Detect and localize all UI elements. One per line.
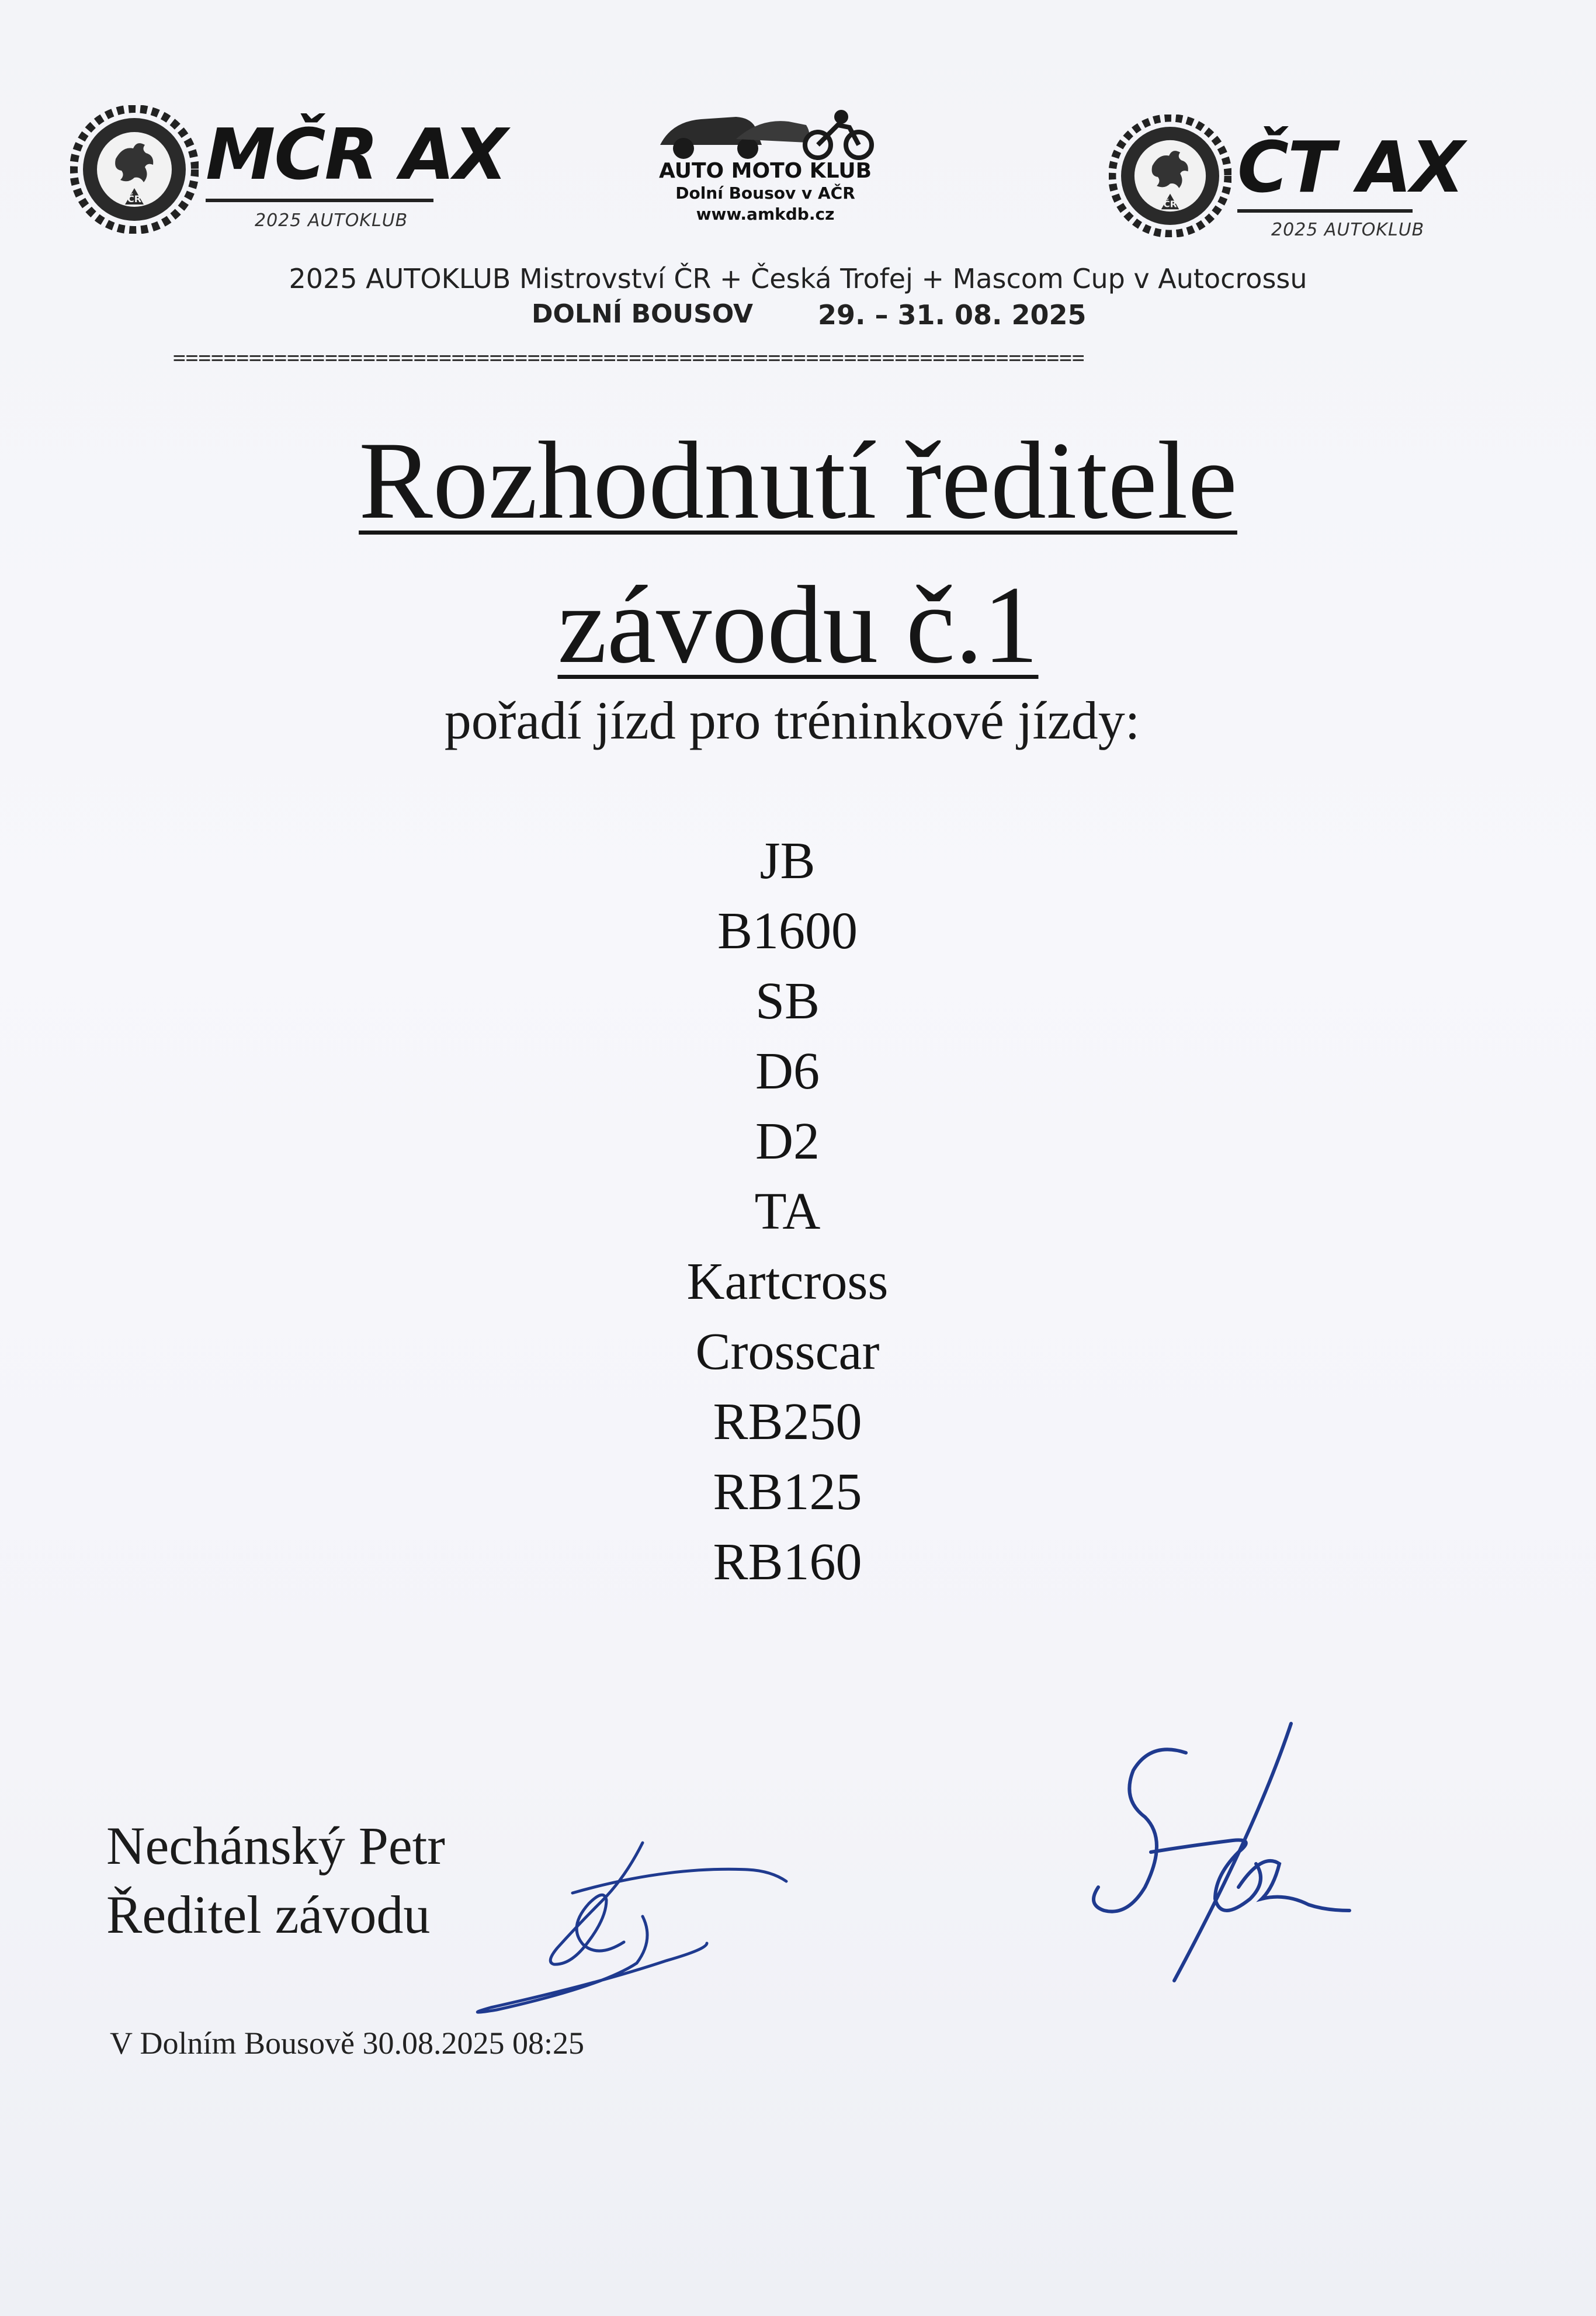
club-location: Dolní Bousov v AČR <box>675 183 855 203</box>
autoklub-seal-left-icon <box>70 105 199 234</box>
category-item: B1600 <box>717 902 858 960</box>
event-line: 2025 AUTOKLUB Mistrovství ČR + Česká Trofej + Mascom Cup v Autocrossu <box>289 263 1307 294</box>
director-name: Nechánský Petr <box>106 1816 445 1875</box>
ct-ax-logo-subtitle: 2025 AUTOKLUB <box>1271 220 1425 240</box>
club-website: www.amkdb.cz <box>696 204 835 224</box>
club-name: AUTO MOTO KLUB <box>658 159 872 183</box>
document-title-line2: závodu č.1 <box>557 564 1039 687</box>
category-item: D6 <box>755 1042 820 1100</box>
ct-ax-logo-underline <box>1237 209 1413 213</box>
mcr-ax-logo-underline <box>206 199 433 202</box>
ct-ax-logo-title: ČT AX <box>1237 127 1464 209</box>
category-item: RB125 <box>713 1463 862 1521</box>
mcr-ax-logo-subtitle: 2025 AUTOKLUB <box>255 210 408 231</box>
seal-badge-text: ČR <box>1163 199 1177 210</box>
document-title-line1: Rozhodnutí ředitele <box>359 419 1237 542</box>
category-item: RB250 <box>713 1393 862 1451</box>
mcr-ax-logo-title: MČR AX <box>206 115 507 196</box>
category-item: Kartcross <box>686 1253 889 1310</box>
category-item: RB160 <box>713 1533 862 1591</box>
category-item: JB <box>759 832 816 890</box>
event-dates: 29. – 31. 08. 2025 <box>818 299 1087 331</box>
header-separator: ======================================================================== <box>173 346 1085 370</box>
category-item: D2 <box>755 1112 820 1170</box>
director-signature-icon <box>386 1829 830 2027</box>
document-subtitle: pořadí jízd pro tréninkové jízdy: <box>444 691 1140 750</box>
place-and-date: V Dolním Bousově 30.08.2025 08:25 <box>110 2026 585 2061</box>
category-list <box>612 826 963 1597</box>
director-role: Ředitel závodu <box>106 1885 431 1944</box>
event-venue: DOLNÍ BOUSOV <box>532 299 754 329</box>
category-item: SB <box>755 972 820 1030</box>
category-item: Crosscar <box>695 1323 880 1381</box>
seal-badge-text: ČR <box>127 193 142 204</box>
autocross-cars-icon <box>654 104 876 162</box>
second-signature-icon <box>1063 1712 1379 1986</box>
autoklub-seal-right-icon <box>1109 115 1231 237</box>
category-item: TA <box>754 1183 821 1240</box>
